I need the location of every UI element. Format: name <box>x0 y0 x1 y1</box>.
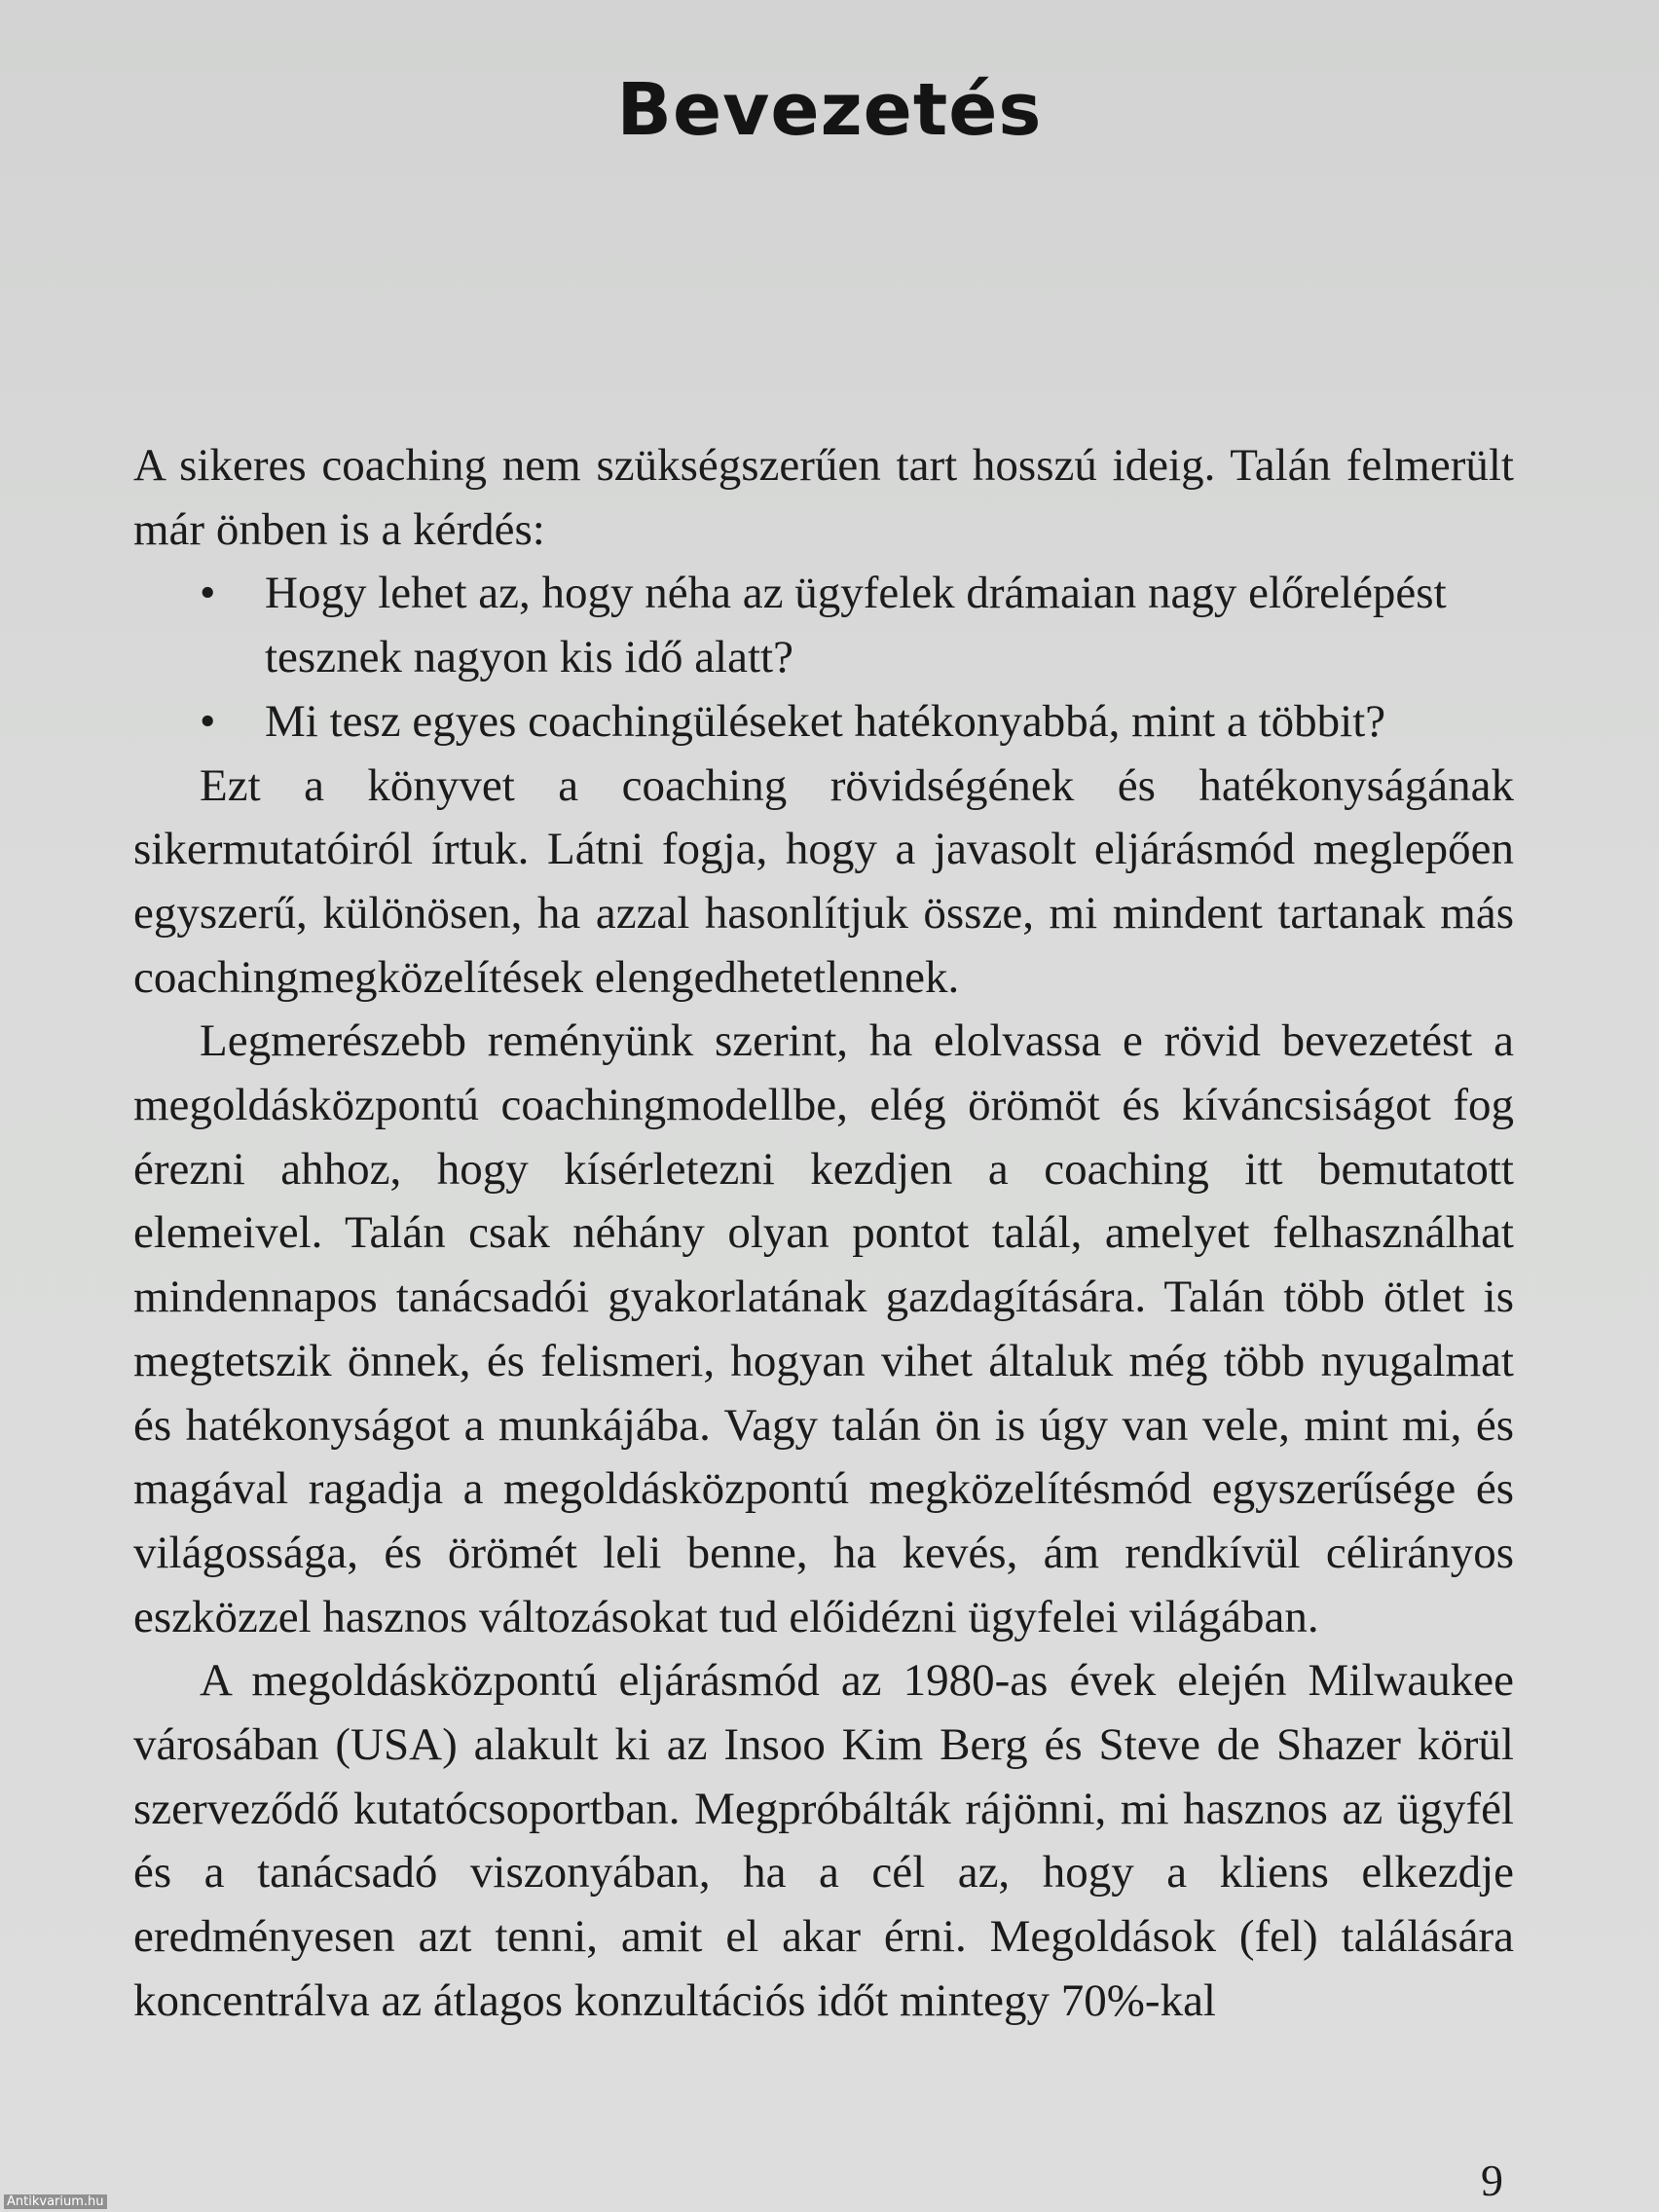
watermark-label: Antikvarium.hu <box>4 2194 107 2209</box>
page-number: 9 <box>1481 2156 1503 2205</box>
list-item-text: Hogy lehet az, hogy néha az ügyfelek drámaian nagy előrelépést tesznek nagyon kis idő alatt? <box>265 568 1447 683</box>
list-item <box>133 562 1514 689</box>
question-list <box>133 562 1514 754</box>
body-paragraph-2: Legmerészebb reményünk szerint, ha elolvassa e rövid bevezetést a megoldásközpontú coachingmodellbe, elég örömöt és kíváncsiságot fog érezni ahhoz, hogy kísérletezni kezdjen a coaching itt bemutatott elemeivel. Talán csak néhány olyan pontot talál, amelyet felhasználhat mindennapos tanácsadói gyakorlatának gazdagítására. Talán több ötlet is megtetszik önnek, és felismeri, hogyan vihet általuk még több nyugalmat és hatékonyságot a munkájába. Vagy talán ön is úgy van vele, mint mi, és magával ragadja a megoldásközpontú megközelítésmód egyszerűsége és világossága, és örömét leli benne, ha kevés, ám rendkívül célirányos eszközzel hasznos változásokat tud előidézni ügyfelei világában. <box>133 1015 1514 1642</box>
list-item-text: Mi tesz egyes coachingüléseket hatékonyabbá, mint a többit? <box>265 695 1386 747</box>
intro-paragraph: A sikeres coaching nem szükségszerűen tart hosszú ideig. Talán felmerült már önben is a kérdés: <box>133 440 1514 555</box>
body-paragraph-1: Ezt a könyvet a coaching rövidségének és hatékonyságának sikermutatóiról írtuk. Látni fogja, hogy a javasolt eljárásmód meglepően egyszerű, különösen, ha azzal hasonlítjuk össze, mi mindent tartanak más coachingmegközelítések elengedhetetlennek. <box>133 759 1514 1003</box>
list-item <box>133 690 1514 755</box>
bullet-icon: • <box>200 695 216 747</box>
body-paragraph-3: A megoldásközpontú eljárásmód az 1980-as évek elején Milwaukee városában (USA) alakult ki az Insoo Kim Berg és Steve de Shazer körül szerveződő kutatócsoportban. Megpróbálták rájönni, mi hasznos az ügyfél és a tanácsadó viszonyában, ha a cél az, hogy a kliens elkezdje eredményesen azt tenni, amit el akar érni. Megoldások (fel) találására koncentrálva az átlagos konzultációs időt mintegy 70%-kal <box>133 1655 1514 2026</box>
page-body <box>133 434 1514 2034</box>
chapter-title: Bevezetés <box>616 68 1043 152</box>
bullet-icon: • <box>200 568 216 619</box>
